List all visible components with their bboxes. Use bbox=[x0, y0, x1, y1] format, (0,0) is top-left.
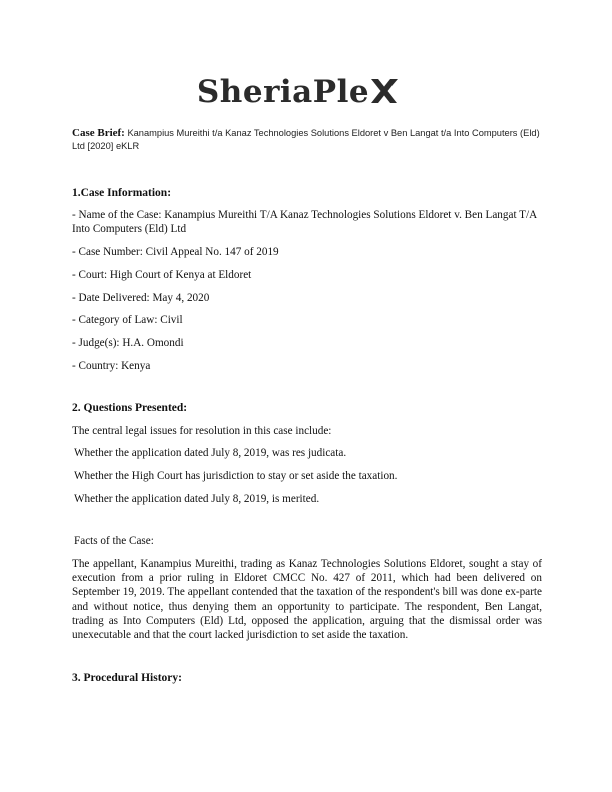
facts-body: The appellant, Kanampius Mureithi, trading as Kanaz Technologies Solutions Eldoret, sought a stay of execution from a prior ruling in Eldoret CMCC No. 427 of 2011, which had been delivered on September 19, 2019. The appellant contended that the taxation of the respondent's bill was done ex-parte and without notice, thus denying them an opportunity to participate. The respondent, Ben Langat, trading as Into Computers (Eld) Ltd, opposed the application, arguing that the dismissal order was unexecutable and that the court lacked jurisdiction to set aside the taxation. bbox=[72, 558, 542, 642]
question-item: Whether the application dated July 8, 2019, was res judicata. bbox=[74, 447, 347, 460]
document-body bbox=[72, 186, 542, 693]
procedural-history-heading: 3. Procedural History: bbox=[72, 671, 182, 684]
case-info-court: - Court: High Court of Kenya at Eldoret bbox=[72, 268, 252, 281]
case-info-category: - Category of Law: Civil bbox=[72, 314, 183, 327]
case-brief-title bbox=[72, 127, 540, 153]
logo-wordmark bbox=[197, 74, 399, 110]
case-info-judges: - Judge(s): H.A. Omondi bbox=[72, 336, 184, 349]
questions-intro: The central legal issues for resolution in this case include: bbox=[72, 424, 332, 437]
facts-heading: Facts of the Case: bbox=[74, 535, 154, 548]
case-info-country: - Country: Kenya bbox=[72, 359, 151, 372]
case-information-heading: 1.Case Information: bbox=[72, 187, 172, 199]
case-info-number: - Case Number: Civil Appeal No. 147 of 2019 bbox=[72, 246, 279, 259]
case-brief-label: Case Brief: bbox=[72, 127, 125, 139]
question-item: Whether the High Court has jurisdiction to stay or set aside the taxation. bbox=[74, 469, 398, 482]
case-info-name: - Name of the Case: Kanampius Mureithi T/A Kanaz Technologies Solutions Eldoret v. Ben Langat T/A Into Computers (Eld) Ltd bbox=[72, 209, 537, 236]
case-brief-citation: Kanampius Mureithi t/a Kanaz Technologies Solutions Eldoret v Ben Langat t/a Into Computers (Eld) Ltd [2020] eKLR bbox=[72, 128, 540, 151]
question-item: Whether the application dated July 8, 2019, is merited. bbox=[74, 492, 320, 505]
logo-x-mark bbox=[369, 76, 399, 106]
sheriaplex-logo bbox=[0, 74, 612, 110]
questions-presented-heading: 2. Questions Presented: bbox=[72, 402, 188, 415]
logo-text: SheriaPle bbox=[196, 74, 370, 110]
case-info-date: - Date Delivered: May 4, 2020 bbox=[72, 291, 210, 304]
